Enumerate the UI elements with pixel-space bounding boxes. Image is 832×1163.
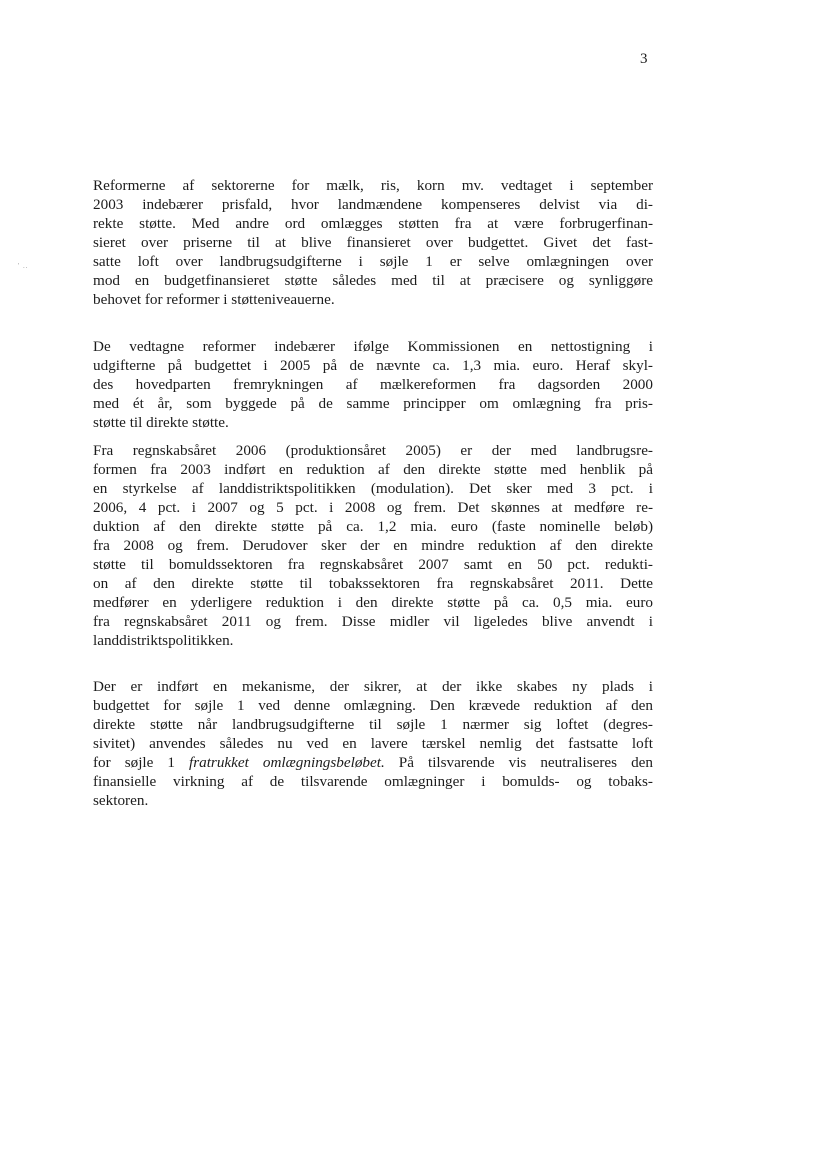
page-number: 3	[640, 51, 648, 67]
text-line: satte loft over landbrugsudgifterne i søjle 1 er selve omlægningen over	[93, 253, 653, 270]
text-line: des hovedparten fremrykningen af mælkereformen fra dagsorden 2000	[93, 376, 653, 393]
text-line: 2003 indebærer prisfald, hvor landmændene kompenseres delvist via di-	[93, 196, 653, 213]
text-line: behovet for reformer i støtteniveauerne.	[93, 291, 335, 308]
text-line: 2006, 4 pct. i 2007 og 5 pct. i 2008 og frem. Det skønnes at medføre re-	[93, 499, 653, 516]
text-line: udgifterne på budgettet i 2005 på de nævnte ca. 1,3 mia. euro. Heraf skyl-	[93, 357, 653, 374]
text-line: duktion af den direkte støtte på ca. 1,2 mia. euro (faste nominelle beløb)	[93, 518, 653, 535]
scan-artifact-mark: ' ..	[18, 262, 29, 270]
text-line: rekte støtte. Med andre ord omlægges støtten fra at være forbrugerfinan-	[93, 215, 653, 232]
text-segment: På tilsvarende vis neutraliseres den	[384, 754, 653, 771]
text-line: direkte støtte når landbrugsudgifterne til søjle 1 nærmer sig loftet (degres-	[93, 716, 653, 733]
text-line: støtte til direkte støtte.	[93, 414, 229, 431]
text-line: fra regnskabsåret 2011 og frem. Disse midler vil ligeledes blive anvendt i	[93, 613, 653, 630]
text-line: medfører en yderligere reduktion i den direkte støtte på ca. 0,5 mia. euro	[93, 594, 653, 611]
italic-term: fratrukket omlægningsbeløbet.	[188, 754, 385, 771]
paragraph-4	[93, 677, 653, 810]
paragraph-2	[93, 337, 653, 432]
text-line	[93, 753, 653, 772]
text-segment: for søjle 1	[93, 754, 189, 771]
paragraph-3	[93, 441, 653, 650]
text-line: Fra regnskabsåret 2006 (produktionsåret 2005) er der med landbrugsre-	[93, 442, 653, 459]
text-line: mod en budgetfinansieret støtte således med til at præcisere og synliggøre	[93, 272, 653, 289]
text-line: budgettet for søjle 1 ved denne omlægning. Den krævede reduktion af den	[93, 697, 653, 714]
text-line: formen fra 2003 indført en reduktion af den direkte støtte med henblik på	[93, 461, 653, 478]
text-line: Reformerne af sektorerne for mælk, ris, korn mv. vedtaget i september	[93, 177, 653, 194]
text-line: en styrkelse af landdistriktspolitikken (modulation). Det sker med 3 pct. i	[93, 480, 653, 497]
text-line: finansielle virkning af de tilsvarende omlægninger i bomulds- og tobaks-	[93, 773, 653, 790]
text-line: sivitet) anvendes således nu ved en lavere tærskel nemlig det fastsatte loft	[93, 735, 653, 752]
paragraph-1	[93, 176, 653, 309]
text-line: sieret over priserne til at blive finansieret over budgettet. Givet det fast-	[93, 234, 653, 251]
text-line: on af den direkte støtte til tobakssektoren fra regnskabsåret 2011. Dette	[93, 575, 653, 592]
text-line: De vedtagne reformer indebærer ifølge Kommissionen en nettostigning i	[93, 338, 653, 355]
text-line: med ét år, som byggede på de samme principper om omlægning fra pris-	[93, 395, 653, 412]
text-line: støtte til bomuldssektoren fra regnskabsåret 2007 samt en 50 pct. redukti-	[93, 556, 653, 573]
text-line: Der er indført en mekanisme, der sikrer, at der ikke skabes ny plads i	[93, 678, 653, 695]
text-line: landdistriktspolitikken.	[93, 632, 234, 649]
text-line: sektoren.	[93, 792, 149, 809]
text-line: fra 2008 og frem. Derudover sker der en mindre reduktion af den direkte	[93, 537, 653, 554]
